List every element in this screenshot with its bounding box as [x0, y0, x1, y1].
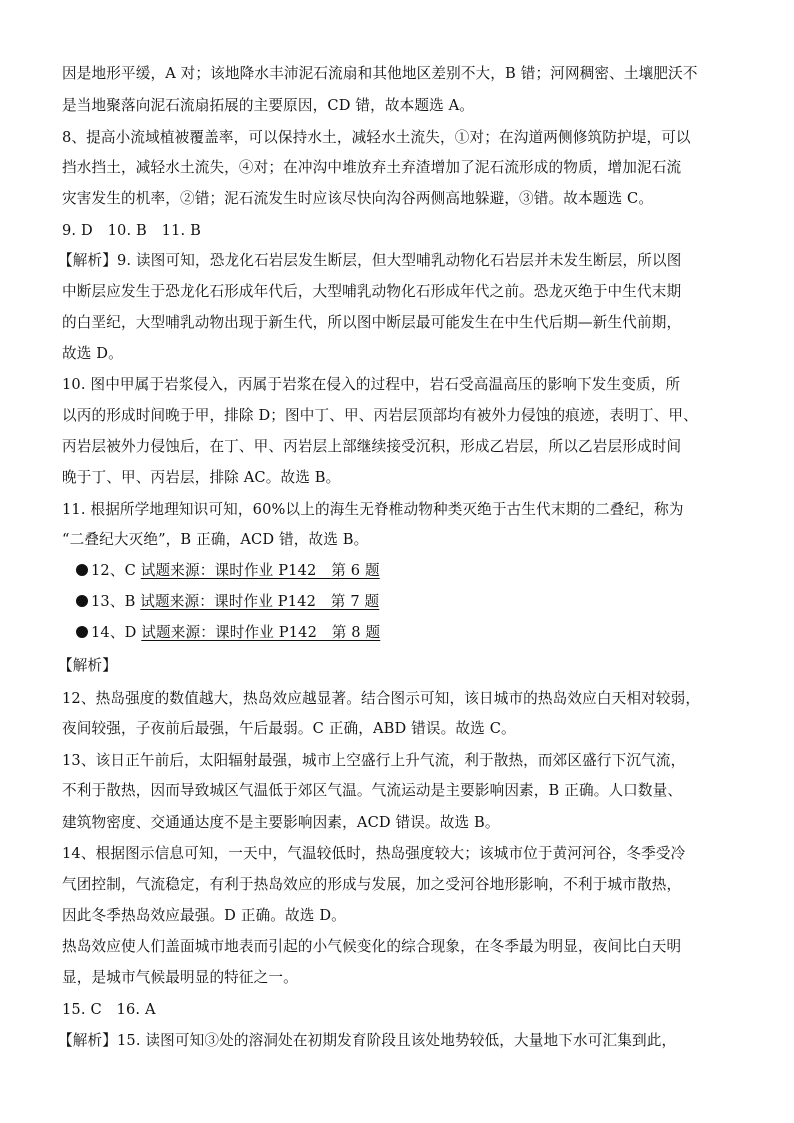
- source-item: [76, 623, 380, 643]
- text-line: 11. 根据所学地理知识可知，60%以上的海生无脊椎动物种类灭绝于古生代末期的二叠纪，称为: [62, 501, 684, 518]
- text-line: 显，是城市气候最明显的特征之一。: [62, 969, 298, 986]
- source-link[interactable]: 试题来源：课时作业 P142 第 7 题: [140, 593, 380, 610]
- text-line: 晚于丁、甲、丙岩层，排除 AC。故选 B。: [62, 469, 341, 486]
- text-line: 建筑物密度、交通通达度不是主要影响因素，ACD 错误。故选 B。: [62, 814, 500, 831]
- text-line: 以丙的形成时间晚于甲，排除 D；图中丁、甲、丙岩层顶部均有被外力侵蚀的痕迹，表明丁、甲、: [62, 407, 698, 424]
- text-line: 丙岩层被外力侵蚀后，在丁、甲、丙岩层上部继续接受沉积，形成乙岩层，所以乙岩层形成时间: [62, 438, 682, 455]
- text-line: 夜间较强，子夜前后最强，午后最弱。C 正确，ABD 错误。故选 C。: [62, 720, 516, 737]
- answer-line: 9. D 10. B 11. B: [62, 222, 201, 239]
- bullet-icon: [76, 564, 88, 576]
- source-answer: 14、D: [91, 624, 142, 641]
- text-line: 8、提高小流域植被覆盖率，可以保持水土，减轻水土流失，①对；在沟道两侧修筑防护堤，可以: [62, 129, 691, 146]
- text-line: 是当地聚落向泥石流扇拓展的主要原因，CD 错，故本题选 A。: [62, 97, 475, 114]
- analysis-heading: 【解析】: [58, 657, 117, 674]
- analysis-line: 【解析】15. 读图可知③处的溶洞处在初期发育阶段且该处地势较低，大量地下水可汇集到此，: [58, 1032, 677, 1049]
- text-line: 12、热岛强度的数值越大，热岛效应越显著。结合图示可知，该日城市的热岛效应白天相对较弱，: [62, 690, 701, 707]
- text-line: 10. 图中甲属于岩浆侵入，丙属于岩浆在侵入的过程中，岩石受高温高压的影响下发生变质，所: [62, 376, 681, 393]
- bullet-icon: [76, 595, 88, 607]
- text-line: 的白垩纪，大型哺乳动物出现于新生代，所以图中断层最可能发生在中生代后期—新生代前期，: [62, 314, 682, 331]
- source-answer: 13、B: [91, 593, 141, 610]
- text-line: 因是地形平缓，A 对；该地降水丰沛泥石流扇和其他地区差别不大，B 错；河网稠密、土壤肥沃不: [62, 65, 698, 82]
- source-answer: 12、C: [91, 562, 141, 579]
- text-line: 14、根据图示信息可知，一天中，气温较低时，热岛强度较大；该城市位于黄河河谷，冬季受冷: [62, 845, 686, 862]
- text-line: 挡水挡土，减轻水土流失，④对；在冲沟中堆放弃土弃渣增加了泥石流形成的物质，增加泥石流: [62, 159, 682, 176]
- source-link[interactable]: 试题来源：课时作业 P142 第 8 题: [141, 624, 381, 641]
- answer-line: 15. C 16. A: [62, 1001, 156, 1018]
- text-line: 中断层应发生于恐龙化石形成年代后，大型哺乳动物化石形成年代之前。恐龙灭绝于中生代末期: [62, 283, 682, 300]
- bullet-icon: [76, 626, 88, 638]
- text-line: 灾害发生的机率，②错；泥石流发生时应该尽快向沟谷两侧高地躲避，③错。故本题选 C。: [62, 190, 654, 207]
- source-item: [76, 592, 379, 612]
- text-line: 气团控制，气流稳定，有利于热岛效应的形成与发展，加之受河谷地形影响，不利于城市散热，: [62, 876, 682, 893]
- text-line: “二叠纪大灭绝”，B 正确，ACD 错，故选 B。: [62, 531, 369, 548]
- text-line: 因此冬季热岛效应最强。D 正确。故选 D。: [62, 907, 346, 924]
- source-link[interactable]: 试题来源：课时作业 P142 第 6 题: [140, 562, 380, 579]
- text-line: 13、该日正午前后，太阳辐射最强，城市上空盛行上升气流，利于散热，而郊区盛行下沉气流，: [62, 752, 686, 769]
- text-line: 不利于散热，因而导致城区气温低于郊区气温。气流运动是主要影响因素，B 正确。人口数量、: [62, 782, 683, 799]
- source-item: [76, 561, 380, 581]
- text-line: 故选 D。: [62, 345, 123, 362]
- analysis-line: 【解析】9. 读图可知，恐龙化石岩层发生断层，但大型哺乳动物化石岩层并未发生断层，所以图: [58, 252, 682, 269]
- text-line: 热岛效应使人们盖面城市地表而引起的小气候变化的综合现象，在冬季最为明显，夜间比白天明: [62, 938, 682, 955]
